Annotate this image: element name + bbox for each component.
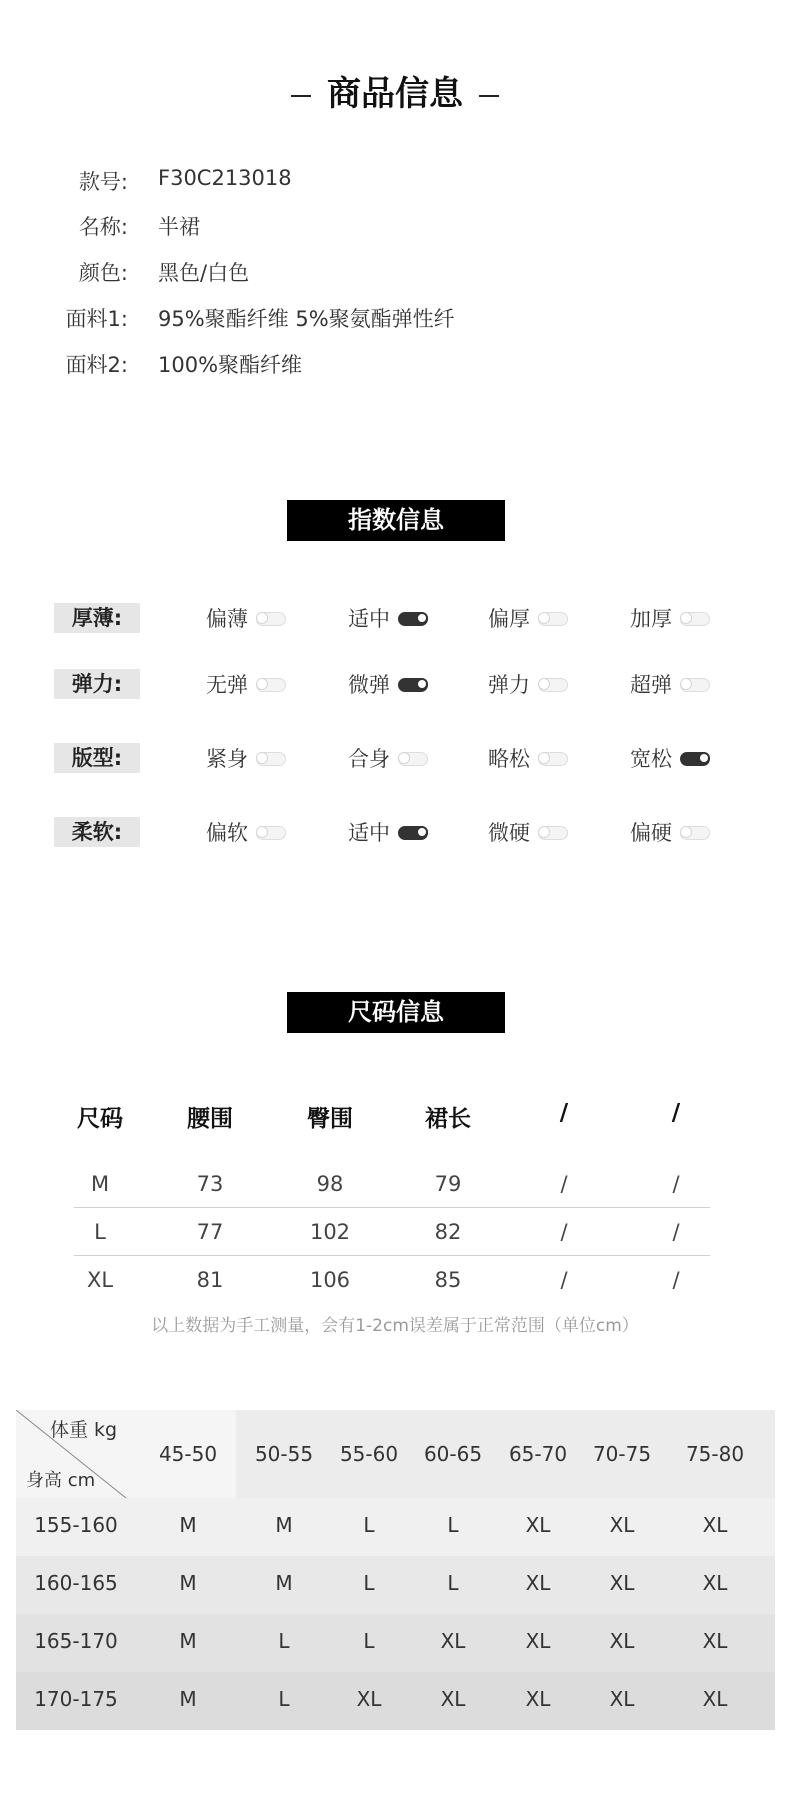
weight-range-header: 55-60 bbox=[339, 1442, 399, 1466]
index-option bbox=[630, 817, 710, 847]
index-row-label: 柔软: bbox=[54, 817, 140, 847]
toggle-knob bbox=[398, 752, 410, 764]
size-table-cell: 73 bbox=[196, 1172, 224, 1196]
size-table-cell: / bbox=[560, 1172, 568, 1196]
recommended-size-cell: XL bbox=[702, 1571, 728, 1595]
index-option-label: 微弹 bbox=[348, 673, 390, 697]
product-info-title-text: 商品信息 bbox=[327, 74, 463, 114]
toggle-off-icon bbox=[398, 752, 428, 766]
index-option-label: 加厚 bbox=[630, 607, 672, 631]
recommended-size-cell: L bbox=[278, 1629, 290, 1653]
index-option bbox=[348, 817, 428, 847]
info-label-fabric2: 面料2: bbox=[65, 353, 128, 377]
index-option-label: 紧身 bbox=[206, 747, 248, 771]
index-row-label: 弹力: bbox=[54, 669, 140, 699]
size-header-cell: 臀围 bbox=[307, 1106, 353, 1132]
index-option-label: 略松 bbox=[488, 747, 530, 771]
info-value-fabric2: 100%聚酯纤维 bbox=[158, 353, 303, 377]
index-option bbox=[630, 669, 710, 699]
index-option bbox=[488, 603, 568, 633]
recommended-size-cell: XL bbox=[525, 1571, 551, 1595]
index-option-label: 适中 bbox=[348, 607, 390, 631]
toggle-knob bbox=[680, 826, 692, 838]
size-table-cell: / bbox=[672, 1220, 680, 1244]
weight-height-table bbox=[16, 1410, 775, 1730]
size-header-cell: 腰围 bbox=[187, 1106, 233, 1132]
recommended-size-cell: M bbox=[275, 1571, 293, 1595]
index-option-label: 无弹 bbox=[206, 673, 248, 697]
index-option-label: 偏软 bbox=[206, 821, 248, 845]
index-option bbox=[488, 743, 568, 773]
toggle-off-icon bbox=[538, 612, 568, 626]
recommended-size-cell: XL bbox=[356, 1687, 382, 1711]
product-info-title bbox=[0, 66, 790, 115]
recommended-size-cell: XL bbox=[525, 1687, 551, 1711]
toggle-knob bbox=[416, 678, 428, 690]
toggle-knob bbox=[538, 612, 550, 624]
recommended-size-cell: M bbox=[179, 1571, 197, 1595]
title-dash-left bbox=[291, 95, 311, 97]
recommended-size-cell: M bbox=[179, 1629, 197, 1653]
size-header-cell: / bbox=[559, 1100, 569, 1126]
toggle-knob bbox=[256, 752, 268, 764]
recommended-size-cell: XL bbox=[609, 1687, 635, 1711]
toggle-off-icon bbox=[538, 826, 568, 840]
index-row-label: 版型: bbox=[54, 743, 140, 773]
size-table-cell: 81 bbox=[196, 1268, 224, 1292]
index-option bbox=[488, 669, 568, 699]
info-value-name: 半裙 bbox=[158, 215, 200, 239]
index-option bbox=[206, 817, 286, 847]
recommended-size-cell: XL bbox=[525, 1513, 551, 1537]
recommended-size-cell: L bbox=[363, 1571, 375, 1595]
size-table-cell: L bbox=[94, 1220, 106, 1244]
toggle-on-icon bbox=[680, 752, 710, 766]
title-dash-right bbox=[479, 95, 499, 97]
height-range-label: 165-170 bbox=[34, 1629, 118, 1653]
size-table-cell: 85 bbox=[434, 1268, 462, 1292]
weight-range-header: 65-70 bbox=[508, 1442, 568, 1466]
index-option bbox=[348, 603, 428, 633]
index-option-label: 合身 bbox=[348, 747, 390, 771]
recommended-size-cell: M bbox=[179, 1687, 197, 1711]
index-option-label: 偏硬 bbox=[630, 821, 672, 845]
index-option bbox=[488, 817, 568, 847]
recommended-size-cell: XL bbox=[702, 1687, 728, 1711]
index-option bbox=[206, 669, 286, 699]
toggle-knob bbox=[256, 678, 268, 690]
toggle-knob bbox=[416, 826, 428, 838]
height-range-label: 170-175 bbox=[34, 1687, 118, 1711]
toggle-off-icon bbox=[538, 752, 568, 766]
toggle-off-icon bbox=[680, 678, 710, 692]
index-option bbox=[206, 603, 286, 633]
index-option-label: 超弹 bbox=[630, 673, 672, 697]
recommended-size-cell: L bbox=[363, 1629, 375, 1653]
size-table-cell: 79 bbox=[434, 1172, 462, 1196]
toggle-knob bbox=[256, 612, 268, 624]
toggle-off-icon bbox=[256, 752, 286, 766]
weight-range-header: 70-75 bbox=[592, 1442, 652, 1466]
recommended-size-cell: XL bbox=[440, 1687, 466, 1711]
info-value-color: 黑色/白色 bbox=[158, 261, 250, 285]
size-info-title: 尺码信息 bbox=[287, 992, 505, 1033]
recommended-size-cell: M bbox=[275, 1513, 293, 1537]
info-label-fabric1: 面料1: bbox=[65, 307, 128, 331]
index-option-label: 适中 bbox=[348, 821, 390, 845]
size-table-cell: 102 bbox=[309, 1220, 351, 1244]
toggle-knob bbox=[698, 752, 710, 764]
size-table-cell: / bbox=[672, 1172, 680, 1196]
recommended-size-cell: XL bbox=[609, 1571, 635, 1595]
toggle-knob bbox=[538, 752, 550, 764]
info-label-name: 名称: bbox=[78, 215, 128, 239]
toggle-off-icon bbox=[256, 678, 286, 692]
index-option bbox=[206, 743, 286, 773]
index-info-title: 指数信息 bbox=[287, 500, 505, 541]
info-value-style-no: F30C213018 bbox=[158, 166, 292, 190]
toggle-off-icon bbox=[680, 826, 710, 840]
toggle-off-icon bbox=[680, 612, 710, 626]
index-option-label: 偏薄 bbox=[206, 607, 248, 631]
recommended-size-cell: M bbox=[179, 1513, 197, 1537]
index-option bbox=[630, 743, 710, 773]
toggle-knob bbox=[538, 678, 550, 690]
weight-range-header: 50-55 bbox=[254, 1442, 314, 1466]
recommended-size-cell: L bbox=[363, 1513, 375, 1537]
height-range-label: 155-160 bbox=[34, 1513, 118, 1537]
toggle-off-icon bbox=[256, 826, 286, 840]
recommended-size-cell: XL bbox=[609, 1513, 635, 1537]
info-value-fabric1: 95%聚酯纤维 5%聚氨酯弹性纤 bbox=[158, 307, 455, 331]
weight-range-header: 45-50 bbox=[158, 1442, 218, 1466]
size-note: 以上数据为手工测量，会有1-2cm误差属于正常范围（单位cm） bbox=[151, 1316, 639, 1336]
size-header-cell: / bbox=[671, 1100, 681, 1126]
size-header-cell: 裙长 bbox=[425, 1106, 471, 1132]
corner-weight-label: 体重 kg bbox=[50, 1419, 118, 1441]
size-table-cell: / bbox=[672, 1268, 680, 1292]
toggle-off-icon bbox=[538, 678, 568, 692]
recommended-size-cell: XL bbox=[440, 1629, 466, 1653]
toggle-knob bbox=[680, 678, 692, 690]
toggle-on-icon bbox=[398, 678, 428, 692]
toggle-on-icon bbox=[398, 826, 428, 840]
toggle-knob bbox=[538, 826, 550, 838]
size-table-cell: 98 bbox=[316, 1172, 344, 1196]
height-range-label: 160-165 bbox=[34, 1571, 118, 1595]
size-table-cell: 82 bbox=[434, 1220, 462, 1244]
info-label-color: 颜色: bbox=[78, 261, 128, 285]
toggle-knob bbox=[256, 826, 268, 838]
size-row-divider bbox=[74, 1207, 710, 1208]
size-table-cell: 77 bbox=[196, 1220, 224, 1244]
size-table-cell: 106 bbox=[309, 1268, 351, 1292]
toggle-knob bbox=[416, 612, 428, 624]
size-table-cell: XL bbox=[86, 1268, 114, 1292]
recommended-size-cell: XL bbox=[702, 1629, 728, 1653]
info-label-style-no: 款号: bbox=[78, 170, 128, 194]
size-table-cell: / bbox=[560, 1220, 568, 1244]
index-row-label: 厚薄: bbox=[54, 603, 140, 633]
size-row-divider bbox=[74, 1255, 710, 1256]
index-option-label: 宽松 bbox=[630, 747, 672, 771]
size-table-cell: M bbox=[90, 1172, 110, 1196]
recommended-size-cell: XL bbox=[702, 1513, 728, 1537]
recommended-size-cell: L bbox=[278, 1687, 290, 1711]
weight-range-header: 60-65 bbox=[423, 1442, 483, 1466]
index-option-label: 偏厚 bbox=[488, 607, 530, 631]
toggle-off-icon bbox=[256, 612, 286, 626]
index-option bbox=[348, 669, 428, 699]
recommended-size-cell: L bbox=[447, 1571, 459, 1595]
recommended-size-cell: XL bbox=[609, 1629, 635, 1653]
recommended-size-cell: XL bbox=[525, 1629, 551, 1653]
size-table-cell: / bbox=[560, 1268, 568, 1292]
index-option bbox=[630, 603, 710, 633]
corner-height-label: 身高 cm bbox=[26, 1470, 96, 1491]
index-option-label: 微硬 bbox=[488, 821, 530, 845]
index-option-label: 弹力 bbox=[488, 673, 530, 697]
index-option bbox=[348, 743, 428, 773]
size-header-cell: 尺码 bbox=[77, 1106, 123, 1132]
toggle-knob bbox=[680, 612, 692, 624]
weight-range-header: 75-80 bbox=[685, 1442, 745, 1466]
recommended-size-cell: L bbox=[447, 1513, 459, 1537]
toggle-on-icon bbox=[398, 612, 428, 626]
